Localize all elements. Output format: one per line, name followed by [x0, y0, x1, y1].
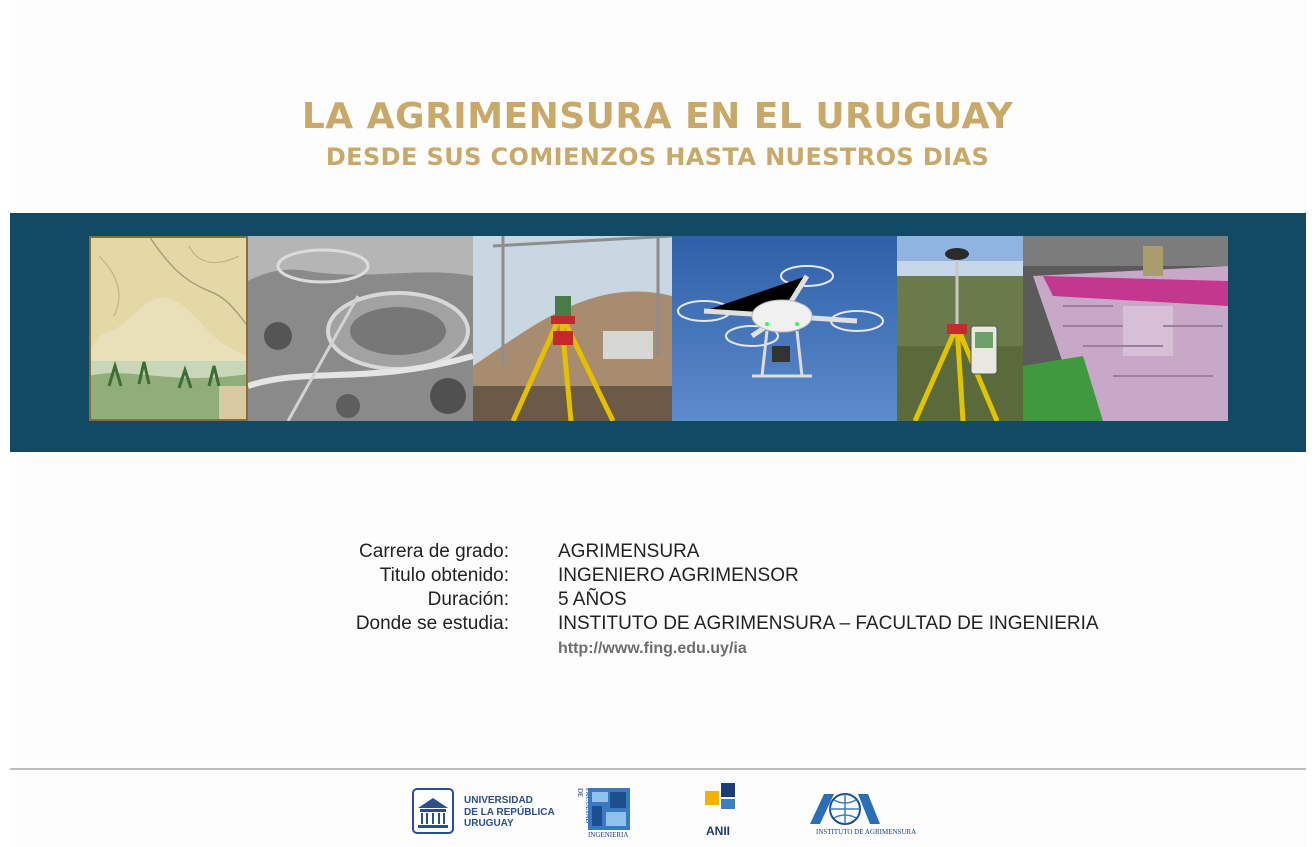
anii-label: ANII: [706, 824, 730, 838]
footer-divider: [10, 768, 1306, 770]
ia-caption: INSTITUTO DE AGRIMENSURA: [816, 828, 917, 836]
gps-receiver-tripod-photo: [897, 236, 1023, 421]
udelar-building-icon: [412, 788, 454, 839]
udelar-line3: URUGUAY: [464, 818, 514, 829]
udelar-logo-text: [464, 795, 555, 830]
info-label-duracion: Duración:: [427, 589, 509, 610]
info-value-titulo: INGENIERO AGRIMENSOR: [558, 565, 799, 586]
udelar-line2: DE LA REPÚBLICA: [464, 806, 555, 818]
fing-bottom-text: INGENIERIA: [588, 831, 629, 839]
photo-strip: [89, 236, 1228, 421]
info-value-carrera: AGRIMENSURA: [558, 541, 700, 562]
anii-logo-icon: [703, 781, 737, 828]
info-label-titulo: Titulo obtenido:: [379, 565, 509, 586]
page-title: LA AGRIMENSURA EN EL URUGUAY: [301, 96, 1014, 137]
total-station-tripod-photo: [473, 236, 672, 421]
page-subtitle: DESDE SUS COMIENZOS HASTA NUESTROS DIAS: [325, 143, 990, 171]
website-link[interactable]: http://www.fing.edu.uy/ia: [558, 640, 747, 657]
aerial-bw-stadium-photo: [248, 236, 473, 421]
info-value-duracion: 5 AÑOS: [558, 589, 627, 610]
fing-logo-icon: [588, 788, 630, 835]
old-map-illustration: [89, 236, 248, 421]
fing-side-text: DE: [576, 788, 584, 798]
drone-photo: [672, 236, 897, 421]
info-label-donde: Donde se estudia:: [355, 613, 509, 634]
globe-ia-logo-icon: [808, 790, 882, 833]
udelar-line1: UNIVERSIDAD: [464, 795, 533, 806]
info-label-carrera: Carrera de grado:: [359, 541, 509, 562]
info-value-donde: INSTITUTO DE AGRIMENSURA – FACULTAD DE INGENIERIA: [558, 613, 1099, 634]
3d-city-model-render: [1023, 236, 1228, 421]
